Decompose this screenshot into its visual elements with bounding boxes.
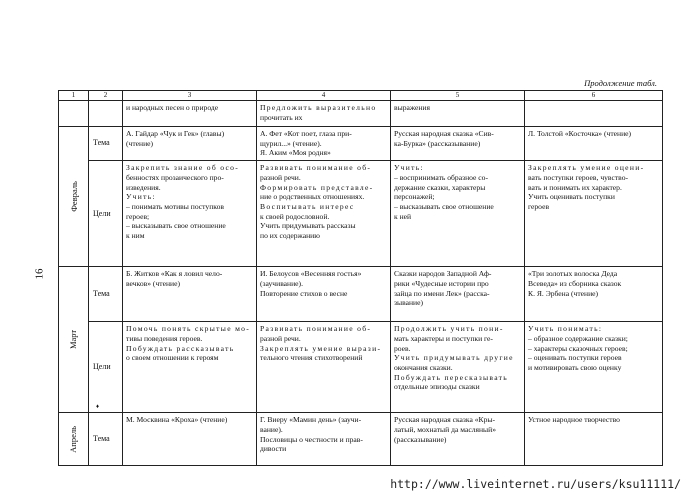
cell-line: по их содержанию: [260, 231, 320, 241]
continuation-caption: Продолжение табл.: [584, 78, 657, 88]
cell: [391, 161, 525, 267]
cell-line: Развивать понимание об-: [260, 324, 372, 334]
cell-line: А. Фет «Кот поет, глаза при-: [260, 129, 352, 138]
cell-line: ка-Бурка» (рассказывание): [394, 138, 481, 148]
cell-line: Учить:: [394, 163, 424, 173]
cell: [391, 267, 525, 322]
cell-line: Пословицы о честности и прав-: [260, 434, 363, 444]
cell: [257, 127, 391, 161]
cell-line: Воспитывать интерес: [260, 202, 355, 212]
cell: [123, 101, 257, 127]
cell-line: латый, мохнатый да масляный»: [394, 424, 497, 434]
cell-line: Повторение стихов о весне: [260, 288, 348, 298]
cell-line: Учить придумывать другие: [394, 353, 514, 363]
cell-line: Всеведа» из сборника сказок: [528, 278, 622, 288]
cell-line: (чтение): [126, 138, 154, 148]
cell-line: вечков» (чтение): [126, 278, 180, 288]
cell-line: рики «Чудесные истории про: [394, 278, 489, 288]
cell: [123, 322, 257, 413]
cell-line: – оценивать поступки героев: [528, 353, 622, 363]
row-kind: Тема: [89, 413, 123, 466]
cell-line: Побуждать пересказывать: [394, 372, 509, 382]
cell-line: Учить оценивать поступки: [528, 192, 615, 202]
col-num-3: 3: [123, 91, 257, 101]
cell-line: Закрепить знание об осо-: [126, 163, 240, 173]
col-num-4: 4: [257, 91, 391, 101]
lesson-plan-table: [58, 90, 663, 466]
cell: [257, 413, 391, 466]
cell: [123, 161, 257, 267]
cell-line: – воспринимать образное со-: [394, 172, 488, 182]
cell: [391, 322, 525, 413]
cell-line: зывание): [394, 298, 423, 308]
cell-line: Я. Аким «Моя родня»: [260, 148, 331, 158]
cell-line: вать поступки героев, чувство-: [528, 172, 629, 182]
cell-line: Предложить выразительно: [260, 103, 377, 112]
cell-line: И. Белоусов «Весенняя гостья»: [260, 269, 362, 279]
cell-line: ние о родственных отношениях.: [260, 192, 365, 202]
cell-line: Учить придумывать рассказы: [260, 221, 356, 231]
cell: [123, 413, 257, 466]
cell-line: героев: [528, 202, 550, 212]
row-kind: Тема: [89, 127, 123, 161]
row-kind: Цели: [89, 322, 123, 413]
cell-line: героев;: [126, 211, 150, 221]
cell-line: вать и понимать их характер.: [528, 182, 622, 192]
cell-line: Б. Житков «Как я ловил чело-: [126, 269, 223, 279]
cell-line: (заучивание).: [260, 278, 303, 288]
cell-line: М. Москвина «Кроха» (чтение): [126, 415, 228, 425]
cell-line: Развивать понимание об-: [260, 163, 372, 173]
cell: [391, 101, 525, 127]
col-num-5: 5: [391, 91, 525, 101]
month-cell-empty: [59, 101, 89, 127]
cell-line: Учить:: [126, 192, 156, 202]
cell-line: прочитать их: [260, 112, 303, 122]
cell-line: Л. Толстой «Косточка» (чтение): [528, 129, 632, 138]
cell-line: «Три золотых волоска Деда: [528, 269, 618, 279]
cell-line: – образное содержание сказки;: [528, 333, 628, 343]
cell-line: к ним: [126, 231, 145, 241]
cell-line: Закреплять умение оцени-: [528, 163, 645, 173]
cell: [257, 101, 391, 127]
cell-line: изведения.: [126, 182, 161, 192]
cell-line: К. Я. Эрбена (чтение): [528, 288, 599, 298]
cell-line: и мотивировать свою оценку: [528, 363, 622, 373]
cell-line: Помочь понять скрытые мо-: [126, 324, 251, 334]
cell-line: Закреплять умение вырази-: [260, 343, 382, 353]
cell: [257, 267, 391, 322]
col-num-1: 1: [59, 91, 89, 101]
cell-line: Сказки народов Западной Аф-: [394, 269, 492, 279]
cell: [525, 101, 663, 127]
cell-line: выражения: [394, 103, 430, 112]
cell-line: Устное народное творчество: [528, 415, 620, 425]
col-num-6: 6: [525, 91, 663, 101]
cell-line: разной речи.: [260, 333, 301, 343]
cell-line: к своей родословной.: [260, 211, 330, 221]
cell-line: и народных песен о природе: [126, 103, 219, 112]
cell: [257, 322, 391, 413]
month-february: Февраль: [59, 127, 89, 267]
cell-line: разной речи.: [260, 172, 301, 182]
cell-line: отдельные эпизоды сказки: [394, 382, 480, 392]
continued-row: [59, 101, 663, 127]
cell: [391, 127, 525, 161]
cell: [525, 267, 663, 322]
table-row: [59, 322, 663, 413]
cell-line: Учить понимать:: [528, 324, 603, 334]
cell: [391, 413, 525, 466]
cell-line: тельного чтения стихотворений: [260, 353, 363, 363]
cell-line: о своем отношении к героям: [126, 353, 219, 363]
cell-line: – высказывать свое отношение: [126, 221, 226, 231]
cell: [525, 127, 663, 161]
cell-line: роев.: [394, 343, 411, 353]
cell-line: к ней: [394, 211, 412, 221]
cell-line: окончания сказки.: [394, 363, 453, 373]
cell-line: держание сказки, характеры: [394, 182, 486, 192]
cell-line: мать характеры и поступки ге-: [394, 333, 493, 343]
cell-line: дивости: [260, 444, 287, 454]
table-row: [59, 413, 663, 466]
cell-line: Продолжить учить пони-: [394, 324, 504, 334]
cell: [257, 161, 391, 267]
cell-line: бенностях прозаического про-: [126, 172, 224, 182]
cell-line: щурил...» (чтение).: [260, 138, 322, 148]
cell-line: Формировать представле-: [260, 182, 374, 192]
column-number-row: [59, 91, 663, 101]
cell-line: Г. Виеру «Мамин день» (заучи-: [260, 415, 362, 425]
table-row: [59, 161, 663, 267]
cell-line: – понимать мотивы поступков: [126, 202, 224, 212]
cell-line: Русская народная сказка «Сив-: [394, 129, 494, 138]
row-kind: Тема: [89, 267, 123, 322]
cell-line: А. Гайдар «Чук и Гек» (главы): [126, 129, 225, 138]
cell-line: – высказывать свое отношение: [394, 202, 494, 212]
kind-cell-empty: [89, 101, 123, 127]
page-number: 16: [33, 268, 46, 280]
cell-line: зайца по имени Лек» (расска-: [394, 288, 490, 298]
cell: [123, 127, 257, 161]
month-april: Апрель: [59, 413, 89, 466]
cell-line: тивы поведения героев.: [126, 333, 203, 343]
cell-line: персонажей;: [394, 192, 435, 202]
cell: [123, 267, 257, 322]
cell: [525, 413, 663, 466]
table-row: [59, 127, 663, 161]
cell-line: Побуждать рассказывать: [126, 343, 235, 353]
cell-line: вание).: [260, 424, 283, 434]
cell: [525, 322, 663, 413]
cell: [525, 161, 663, 267]
month-march: Март: [59, 267, 89, 413]
scan-mark: ♦: [96, 404, 100, 410]
row-kind: Цели: [89, 161, 123, 267]
cell-line: Русская народная сказка «Кры-: [394, 415, 496, 425]
cell-line: (рассказывание): [394, 434, 447, 444]
cell-line: – характеры сказочных героев;: [528, 343, 628, 353]
col-num-2: 2: [89, 91, 123, 101]
watermark-url: http://www.liveinternet.ru/users/ksu11111/: [390, 477, 681, 491]
table-row: [59, 267, 663, 322]
